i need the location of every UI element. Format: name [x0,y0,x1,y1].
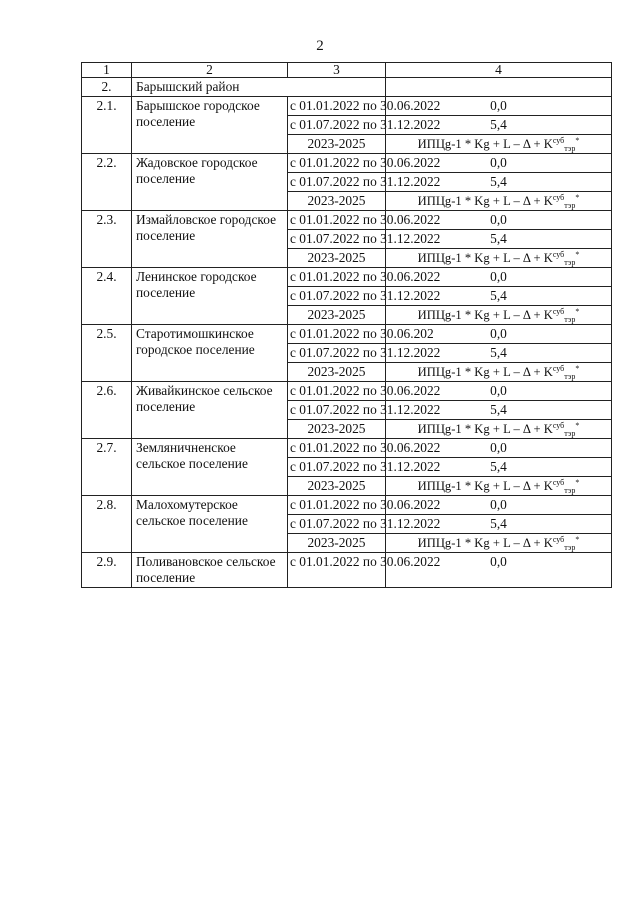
value-first-half: 0,0 [386,154,612,173]
value-second-half: 5,4 [386,515,612,534]
value-first-half: 0,0 [386,211,612,230]
formula-main: ИПЦg-1 * Kg + L – Δ + K [417,194,553,208]
header-col-2: 2 [132,63,288,78]
table-row [82,553,612,588]
period-years: 2023-2025 [288,363,386,382]
value-first-half: 0,0 [386,553,612,588]
table-row [82,97,612,116]
value-second-half: 5,4 [386,173,612,192]
period-second-half: с 01.07.2022 по 31.12.2022 [288,458,386,477]
formula-superscript: суб [552,136,565,145]
formula-superscript: суб [552,193,565,202]
formula-superscript: суб [552,535,565,544]
settlement-name: Измайловское городское поселение [132,211,288,268]
formula-cell [386,420,612,439]
period-years: 2023-2025 [288,534,386,553]
formula-subscript: тэр [564,144,576,153]
formula-subscript: тэр [564,258,576,267]
formula-superscript: суб [552,250,565,259]
value-first-half: 0,0 [386,439,612,458]
tariff-table [81,62,612,588]
settlement-name: Жадовское городское поселение [132,154,288,211]
settlement-name: Живайкинское сельское поселение [132,382,288,439]
formula-superscript: суб [552,307,565,316]
formula-cell [386,192,612,211]
settlement-number: 2.1. [82,97,132,154]
formula-main: ИПЦg-1 * Kg + L – Δ + K [417,137,553,151]
formula-asterisk: * [575,535,580,544]
settlement-number: 2.9. [82,553,132,588]
period-second-half: с 01.07.2022 по 31.12.2022 [288,401,386,420]
period-first-half: с 01.01.2022 по 30.06.2022 [288,439,386,458]
page-number: 2 [316,38,324,54]
formula-subscript: тэр [564,486,576,495]
formula-asterisk: * [575,136,580,145]
period-first-half: с 01.01.2022 по 30.06.2022 [288,496,386,515]
period-first-half: с 01.01.2022 по 30.06.2022 [288,97,386,116]
formula-cell [386,135,612,154]
formula-superscript: суб [552,478,565,487]
formula-subscript: тэр [564,372,576,381]
period-years: 2023-2025 [288,249,386,268]
period-second-half: с 01.07.2022 по 31.12.2022 [288,116,386,135]
district-number: 2. [82,78,132,97]
period-first-half: с 01.01.2022 по 30.06.2022 [288,553,386,588]
period-years: 2023-2025 [288,420,386,439]
settlement-number: 2.2. [82,154,132,211]
settlement-name: Старотимошкинское городское поселение [132,325,288,382]
formula-main: ИПЦg-1 * Kg + L – Δ + K [417,479,553,493]
formula-main: ИПЦg-1 * Kg + L – Δ + K [417,536,553,550]
formula-cell [386,249,612,268]
value-second-half: 5,4 [386,230,612,249]
formula-asterisk: * [575,364,580,373]
period-first-half: с 01.01.2022 по 30.06.2022 [288,268,386,287]
formula-cell [386,363,612,382]
period-years: 2023-2025 [288,306,386,325]
settlement-name: Барышское городское поселение [132,97,288,154]
settlement-number: 2.7. [82,439,132,496]
value-second-half: 5,4 [386,287,612,306]
value-first-half: 0,0 [386,496,612,515]
value-first-half: 0,0 [386,382,612,401]
period-second-half: с 01.07.2022 по 31.12.2022 [288,230,386,249]
settlement-number: 2.8. [82,496,132,553]
formula-subscript: тэр [564,429,576,438]
period-second-half: с 01.07.2022 по 31.12.2022 [288,515,386,534]
settlement-name: Малохомутерское сельское поселение [132,496,288,553]
formula-asterisk: * [575,250,580,259]
formula-main: ИПЦg-1 * Kg + L – Δ + K [417,365,553,379]
formula-main: ИПЦg-1 * Kg + L – Δ + K [417,251,553,265]
period-second-half: с 01.07.2022 по 31.12.2022 [288,173,386,192]
formula-asterisk: * [575,478,580,487]
value-first-half: 0,0 [386,325,612,344]
settlement-name: Земляничненское сельское поселение [132,439,288,496]
settlement-name: Поливановское сельское поселение [132,553,288,588]
period-second-half: с 01.07.2022 по 31.12.2022 [288,287,386,306]
table-row [82,382,612,401]
table-row [82,496,612,515]
settlement-number: 2.3. [82,211,132,268]
formula-superscript: суб [552,364,565,373]
formula-cell [386,306,612,325]
table-row [82,268,612,287]
value-first-half: 0,0 [386,97,612,116]
formula-superscript: суб [552,421,565,430]
formula-cell [386,534,612,553]
table-row [82,439,612,458]
settlement-number: 2.4. [82,268,132,325]
header-col-1: 1 [82,63,132,78]
formula-main: ИПЦg-1 * Kg + L – Δ + K [417,308,553,322]
settlement-number: 2.6. [82,382,132,439]
period-first-half: с 01.01.2022 по 30.06.2022 [288,154,386,173]
period-second-half: с 01.07.2022 по 31.12.2022 [288,344,386,363]
period-years: 2023-2025 [288,192,386,211]
formula-main: ИПЦg-1 * Kg + L – Δ + K [417,422,553,436]
table-row [82,211,612,230]
period-years: 2023-2025 [288,135,386,154]
table-row [82,325,612,344]
value-first-half: 0,0 [386,268,612,287]
value-second-half: 5,4 [386,401,612,420]
header-col-3: 3 [288,63,386,78]
table-header-row [82,63,612,78]
district-empty-cell [386,78,612,97]
formula-cell [386,477,612,496]
period-years: 2023-2025 [288,477,386,496]
district-name: Барышский район [132,78,386,97]
formula-asterisk: * [575,193,580,202]
period-first-half: с 01.01.2022 по 30.06.2022 [288,211,386,230]
district-row [82,78,612,97]
formula-asterisk: * [575,307,580,316]
formula-subscript: тэр [564,315,576,324]
formula-asterisk: * [575,421,580,430]
period-first-half: с 01.01.2022 по 30.06.2022 [288,382,386,401]
value-second-half: 5,4 [386,116,612,135]
table-row [82,154,612,173]
value-second-half: 5,4 [386,344,612,363]
settlement-number: 2.5. [82,325,132,382]
value-second-half: 5,4 [386,458,612,477]
formula-subscript: тэр [564,201,576,210]
formula-subscript: тэр [564,543,576,552]
header-col-4: 4 [386,63,612,78]
settlement-name: Ленинское городское поселение [132,268,288,325]
period-first-half: с 01.01.2022 по 30.06.202 [288,325,386,344]
